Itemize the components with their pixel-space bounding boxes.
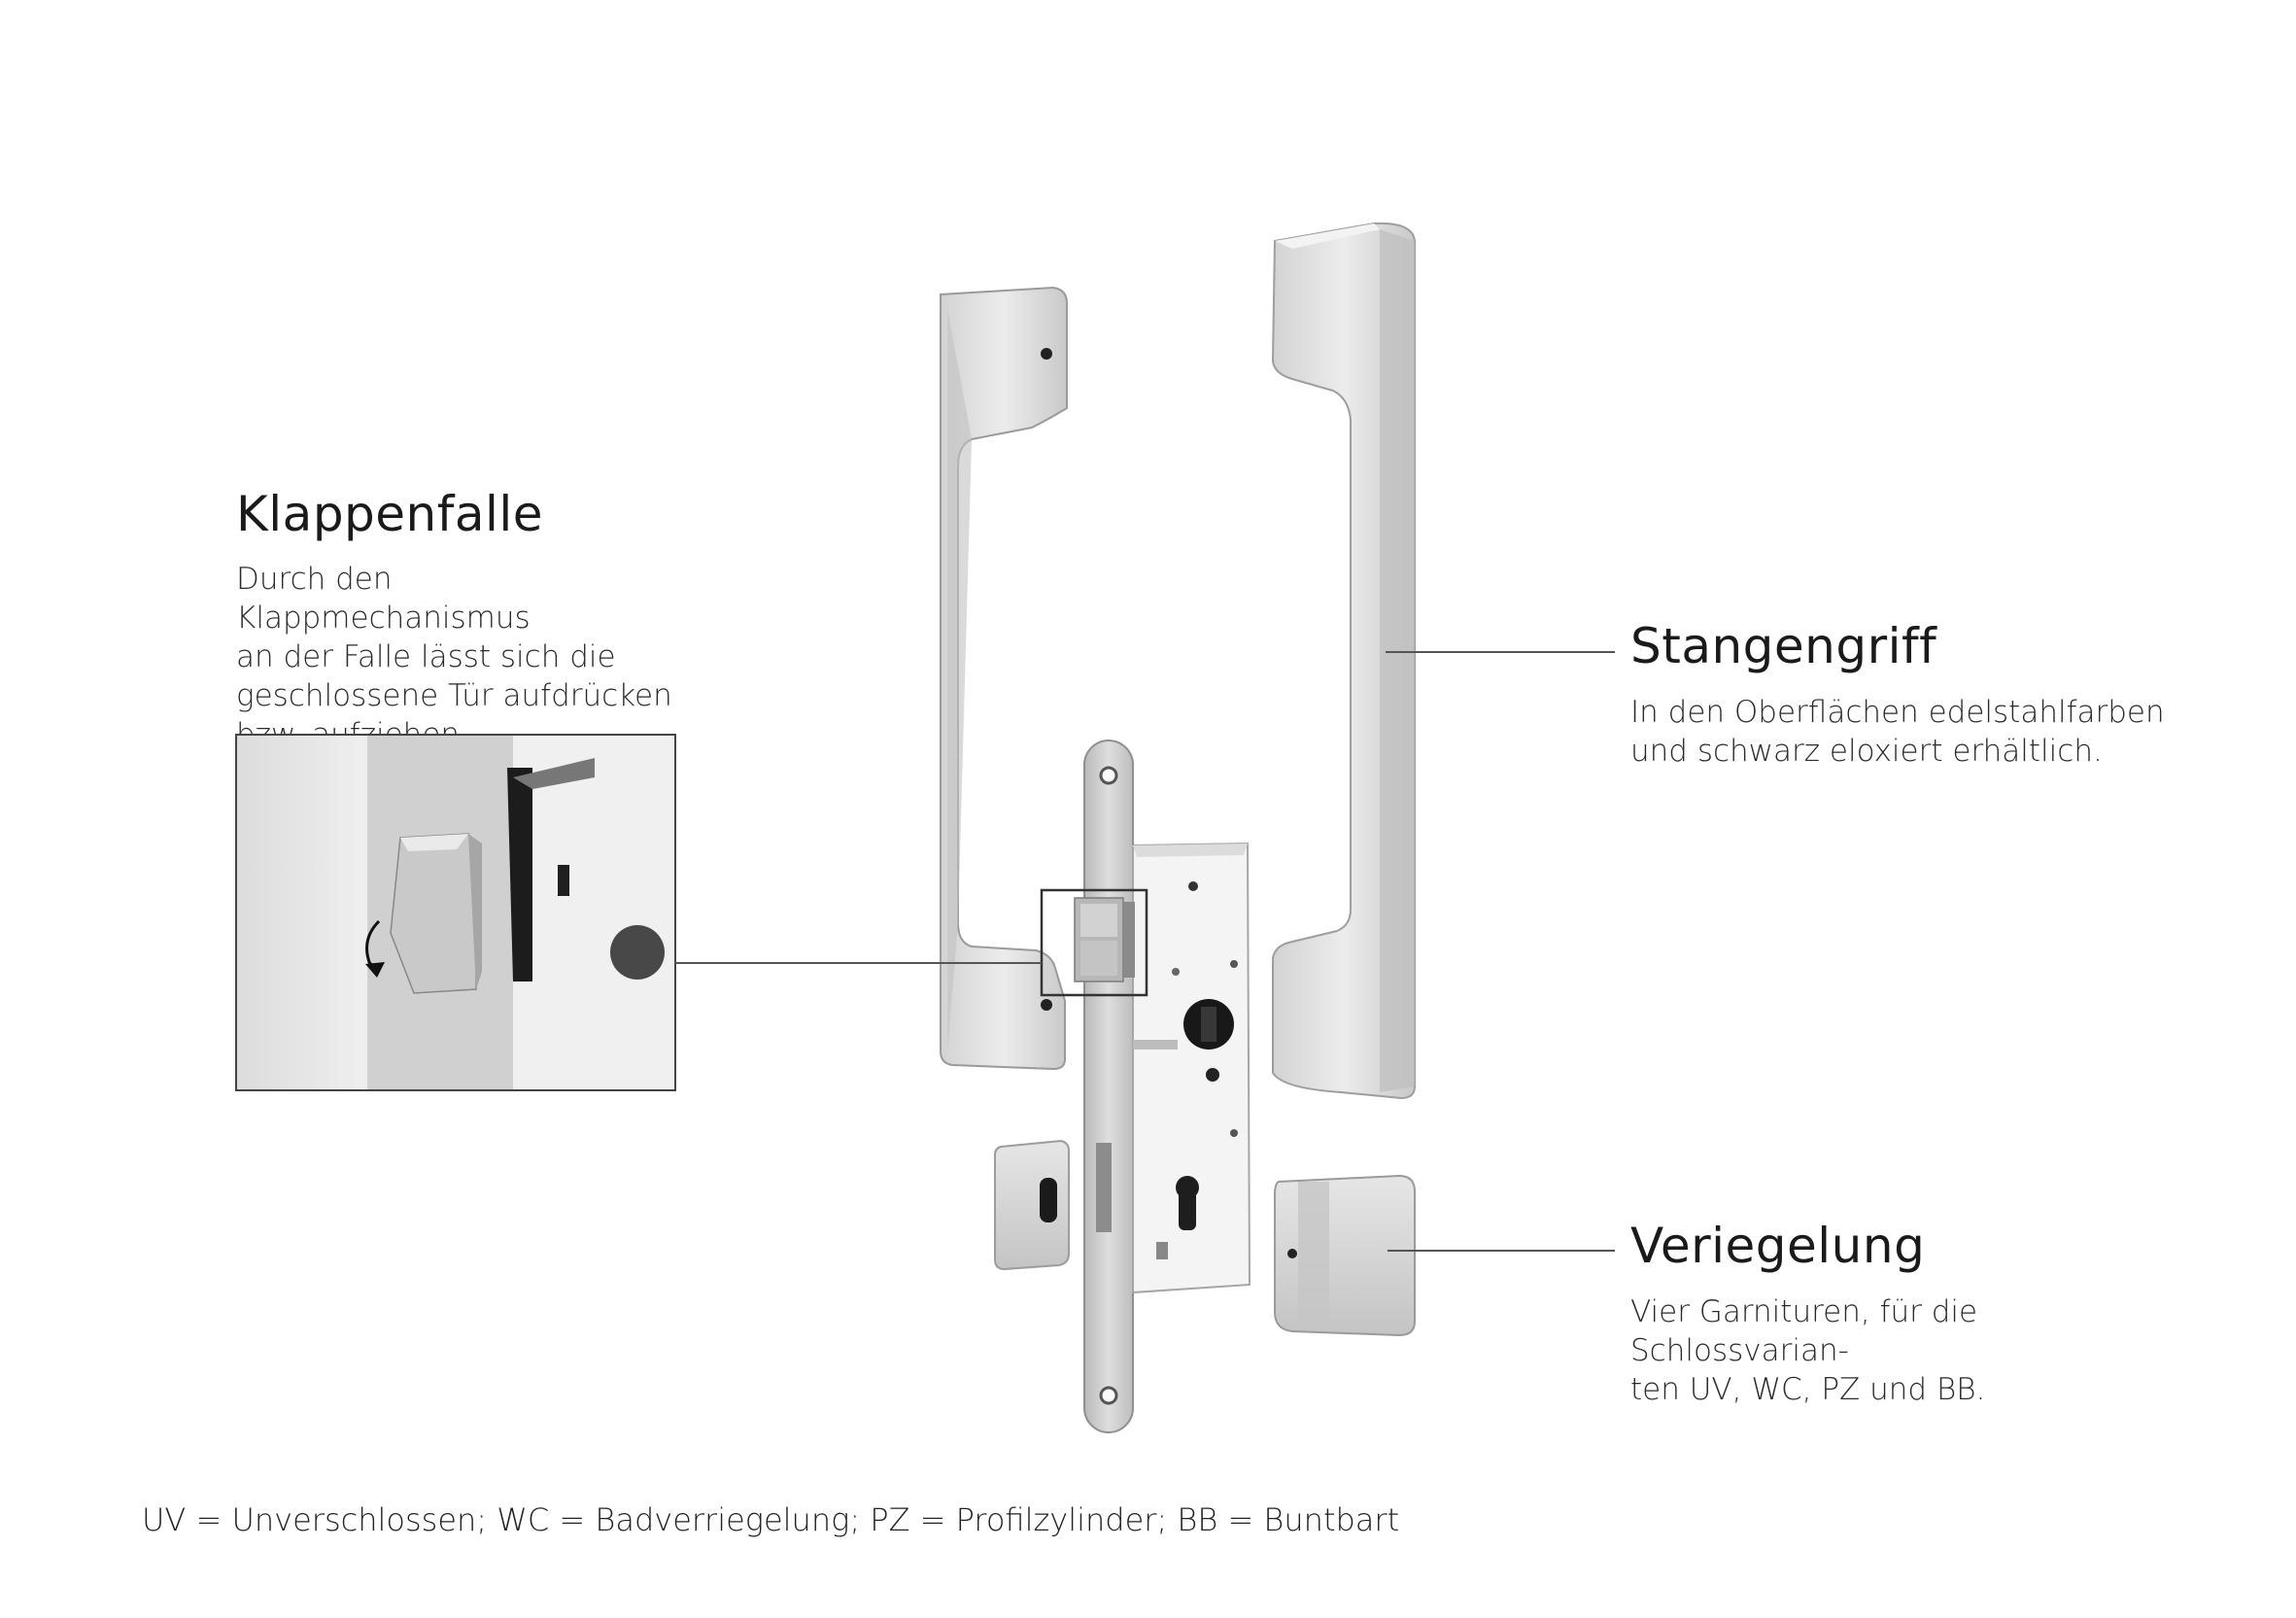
veriegelung-description: Vier Garnituren, für die Schlossvarian- ten UV, WC, PZ und BB. bbox=[1630, 1294, 1986, 1407]
rosette-left bbox=[995, 1141, 1069, 1269]
bar-handle-right bbox=[1273, 224, 1415, 1098]
latch-detail-inset bbox=[236, 735, 678, 1090]
lock-case bbox=[1133, 843, 1250, 1292]
stangengriff-description: In den Oberflächen edelstahlfarben und schwarz eloxiert erhältlich. bbox=[1630, 695, 2165, 769]
veriegelung-title: Veriegelung bbox=[1630, 1218, 1926, 1274]
klappenfalle-title: Klappenfalle bbox=[236, 486, 544, 542]
bar-handle-left bbox=[941, 288, 1067, 1069]
stangengriff-title: Stangengriff bbox=[1630, 618, 1937, 674]
lock-front-plate bbox=[1084, 740, 1133, 1432]
rosette-right-thumbturn bbox=[1275, 1176, 1415, 1335]
latch-bolt bbox=[1075, 898, 1135, 981]
klappenfalle-description: Durch den Klappmechanismus an der Falle lässt sich die geschlossene Tür aufdrücken bbox=[236, 562, 672, 713]
abbreviation-footnote: UV = Unverschlossen; WC = Badverriegelung; PZ = Profilzylinder; BB = Buntbart bbox=[142, 1501, 1400, 1538]
